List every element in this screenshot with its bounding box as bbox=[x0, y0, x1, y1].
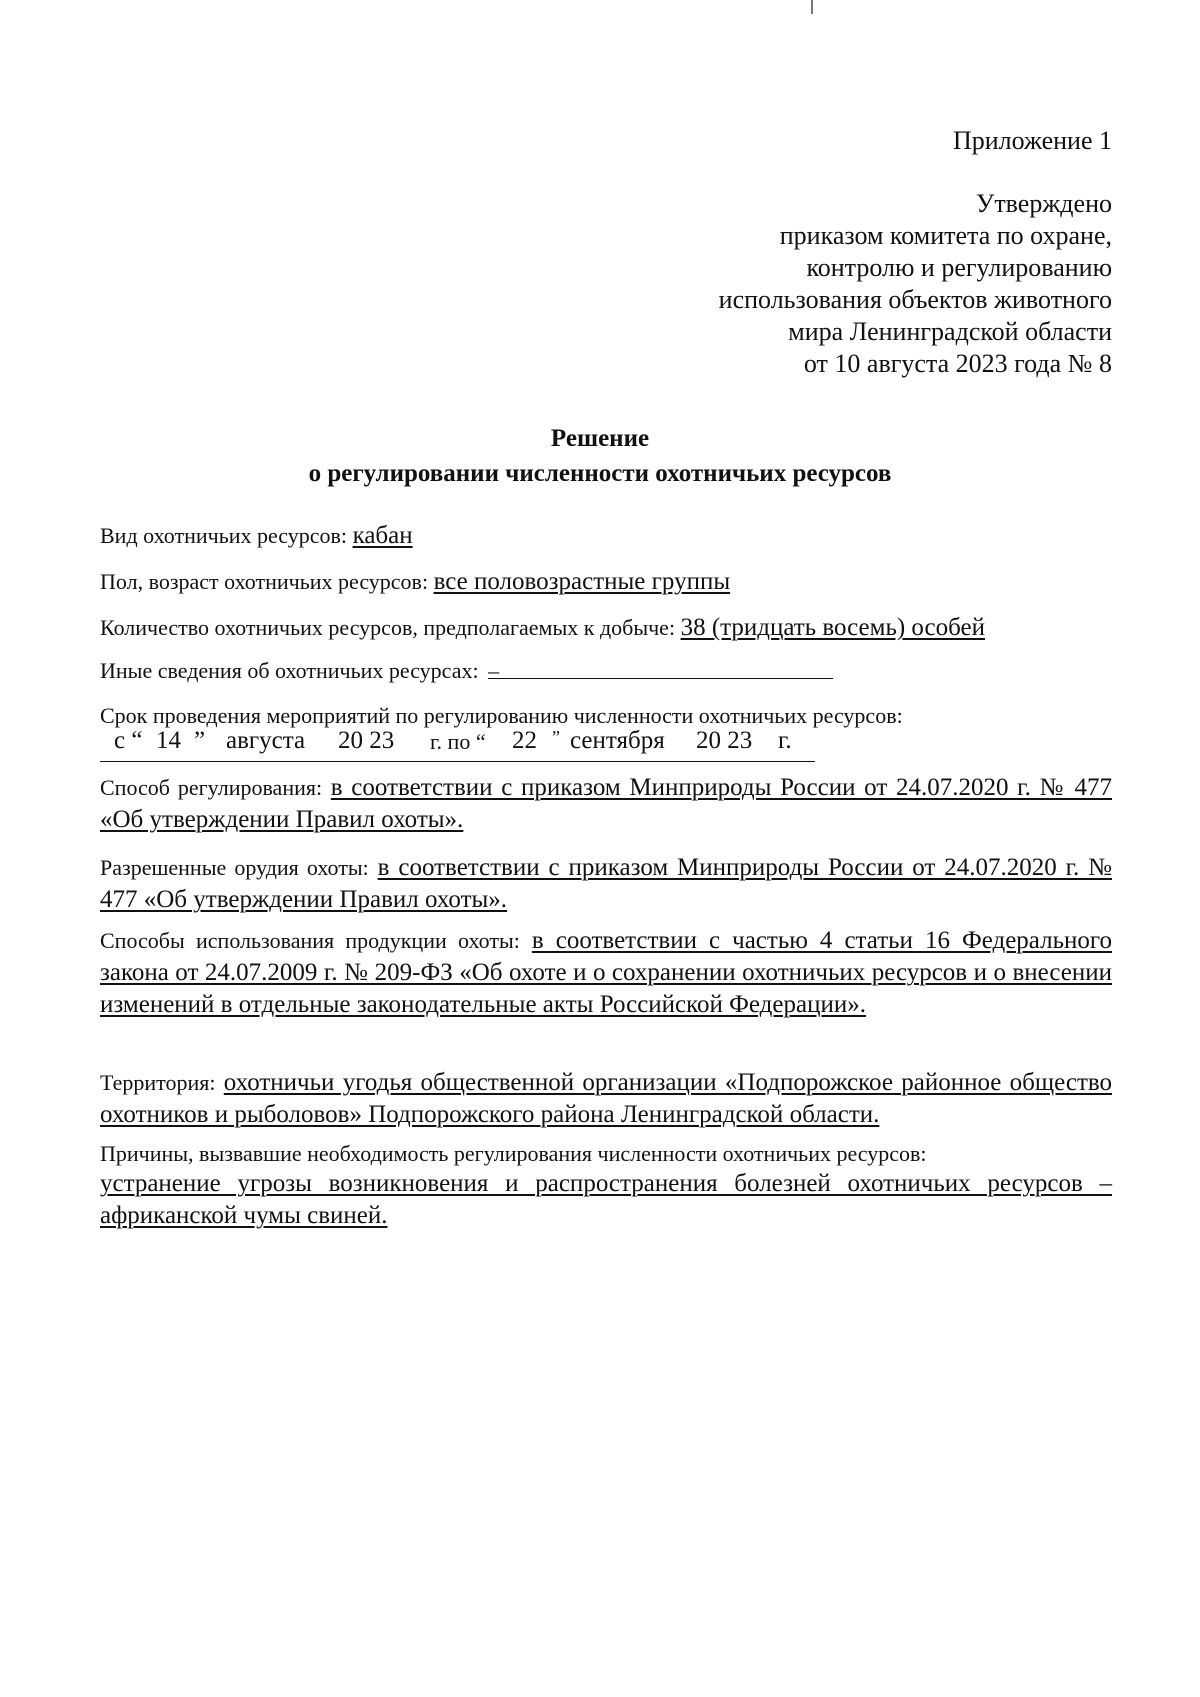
quantity-field bbox=[100, 614, 1112, 642]
territory-field bbox=[100, 1067, 1112, 1131]
appendix-number: Приложение 1 bbox=[952, 126, 1112, 155]
quantity-label: Количество охотничьих ресурсов, предполагаемых к добыче: bbox=[100, 615, 676, 640]
document-subtitle: о регулировании численности охотничьих ресурсов bbox=[308, 460, 892, 487]
sex-age-value: все половозрастные группы bbox=[433, 568, 731, 595]
period-middle: г. по “ bbox=[430, 729, 486, 754]
territory-label: Территория: bbox=[100, 1070, 216, 1095]
period-from-prefix: с “ bbox=[114, 727, 143, 754]
territory-value: охотничьи угодья общественной организации «Подпорожское районное общество охотников и рыболовов» Подпорожского района Ленинградской области. bbox=[100, 1069, 1112, 1128]
period-label: Срок проведения мероприятий по регулированию численности охотничьих ресурсов: bbox=[100, 703, 903, 728]
usage-label: Способы использования продукции охоты: bbox=[100, 928, 520, 953]
sex-age-field bbox=[100, 568, 1112, 596]
other-info-value: – bbox=[488, 658, 500, 683]
method-field bbox=[100, 772, 1112, 836]
approval-line: приказом комитета по охране, bbox=[779, 221, 1112, 250]
species-label: Вид охотничьих ресурсов: bbox=[100, 523, 348, 548]
period-to-year: 20 23 bbox=[696, 727, 753, 754]
other-info-field bbox=[100, 658, 1112, 684]
reasons-value: устранение угрозы возникновения и распространения болезней охотничьих ресурсов – африканской чумы свиней. bbox=[100, 1170, 1112, 1229]
quantity-value: 38 (тридцать восемь) особей bbox=[680, 614, 986, 641]
method-value: в соответствии с приказом Минприроды России от 24.07.2020 г. № 477 «Об утверждении Правил охоты». bbox=[100, 774, 1112, 833]
period-from-close: ” bbox=[194, 727, 206, 754]
period-field bbox=[100, 727, 815, 762]
sex-age-label: Пол, возраст охотничьих ресурсов: bbox=[100, 569, 429, 594]
weapons-label: Разрешенные орудия охоты: bbox=[100, 855, 369, 880]
species-field bbox=[100, 522, 1112, 550]
approval-line: использования объектов животного bbox=[718, 285, 1112, 314]
reasons-label: Причины, вызвавшие необходимость регулирования численности охотничьих ресурсов: bbox=[100, 1141, 927, 1166]
weapons-field bbox=[100, 852, 1112, 916]
period-from-month: августа bbox=[226, 727, 306, 754]
approval-line: от 10 августа 2023 года № 8 bbox=[803, 349, 1112, 378]
period-to-day: 22 bbox=[512, 727, 537, 754]
approval-block bbox=[719, 188, 1112, 380]
period-suffix: г. bbox=[778, 727, 792, 754]
weapons-value: в соответствии с приказом Минприроды России от 24.07.2020 г. № 477 «Об утверждении Правил охоты». bbox=[100, 854, 1112, 913]
reasons-field bbox=[100, 1168, 1112, 1232]
other-info-blank bbox=[488, 658, 833, 683]
period-to-month: сентября bbox=[570, 727, 665, 754]
method-label: Способ регулирования: bbox=[100, 775, 323, 800]
period-to-close: ” bbox=[552, 727, 560, 747]
scan-artifact bbox=[811, 0, 813, 14]
usage-value: в соответствии с частью 4 статьи 16 Федерального закона от 24.07.2009 г. № 209-ФЗ «Об охоте и о сохранении охотничьих ресурсов и о внесении изменений в отдельные законодательные акты Российской Федерации». bbox=[100, 927, 1113, 1018]
approval-line: Утверждено bbox=[975, 189, 1112, 218]
period-from-year: 20 23 bbox=[338, 727, 395, 754]
approval-line: мира Ленинградской области bbox=[788, 317, 1112, 346]
period-from-day: 14 bbox=[156, 727, 181, 754]
approval-line: контролю и регулированию bbox=[806, 253, 1112, 282]
species-value: кабан bbox=[352, 522, 413, 549]
document-title: Решение bbox=[550, 425, 650, 452]
other-info-label: Иные сведения об охотничьих ресурсах: bbox=[100, 658, 479, 683]
usage-field bbox=[100, 925, 1112, 1021]
